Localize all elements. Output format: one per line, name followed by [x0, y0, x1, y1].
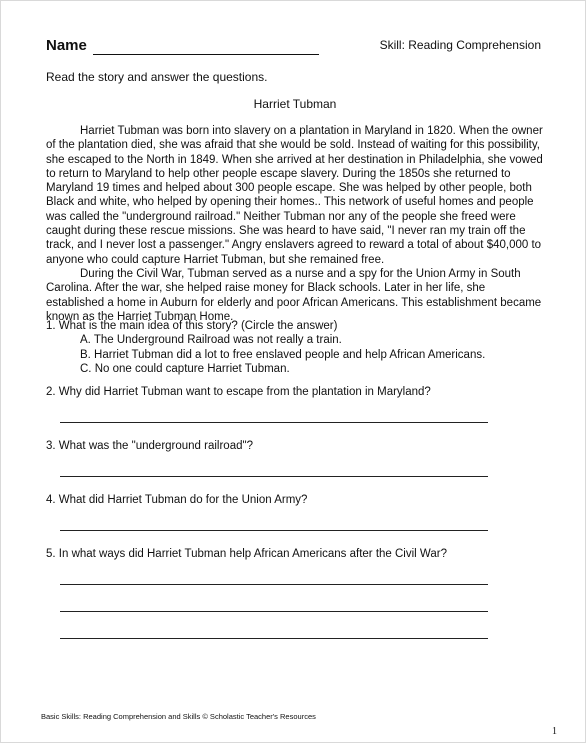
page-number: 1	[552, 726, 557, 737]
question-5-answer-line-3[interactable]	[60, 638, 488, 639]
question-1	[46, 319, 546, 376]
question-1-option-c[interactable]: C. No one could capture Harriet Tubman.	[80, 362, 290, 375]
question-5-text: 5. In what ways did Harriet Tubman help African Americans after the Civil War?	[46, 548, 447, 560]
name-answer-line[interactable]	[93, 40, 319, 55]
question-5-answer-line-1[interactable]	[60, 584, 488, 585]
name-field-row	[46, 37, 319, 55]
question-1-option-b[interactable]: B. Harriet Tubman did a lot to free enslaved people and help African Americans.	[80, 348, 486, 361]
footer-credit: Basic Skills: Reading Comprehension and Skills © Scholastic Teacher's Resources	[41, 712, 316, 721]
story-paragraph-2: During the Civil War, Tubman served as a nurse and a spy for the Union Army in South Carolina. After the war, she helped raise money for Black schools. Later in her life, she established a home in Auburn for elderly and poor African Americans. This establishment became known as the Harriet Tubman Home.	[46, 267, 542, 323]
question-5-answer-line-2[interactable]	[60, 611, 488, 612]
story-body	[46, 124, 546, 324]
question-1-text: 1. What is the main idea of this story? (Circle the answer)	[46, 320, 338, 332]
question-3-text: 3. What was the "underground railroad"?	[46, 440, 253, 452]
instructions: Read the story and answer the questions.	[46, 70, 268, 84]
question-4-text: 4. What did Harriet Tubman do for the Union Army?	[46, 494, 308, 506]
question-3-answer-line[interactable]	[60, 476, 488, 477]
question-4-answer-line[interactable]	[60, 530, 488, 531]
name-label: Name	[46, 37, 87, 54]
question-1-option-a[interactable]: A. The Underground Railroad was not really a train.	[80, 334, 342, 347]
skill-label: Skill: Reading Comprehension	[379, 38, 541, 52]
story-title: Harriet Tubman	[253, 97, 337, 111]
question-2-answer-line[interactable]	[60, 422, 488, 423]
story-paragraph-1: Harriet Tubman was born into slavery on a plantation in Maryland in 1820. When the owner of the plantation died, she was afraid that she would be sold. Instead of waiting for this possibility, she escaped to the North in 1849. When she arrived at her destination in Philadelphia, she vowed to return to Maryland to help other people escape slavery. During the 1850s she returned to Maryland 19 times and helped about 300 people escape. She was helped by other people, both Black and white, who helped by opening their homes.. This network of useful homes and people was called the "underground railroad." Neither Tubman nor any of the people she freed were caught during these rescue missions. She was heard to have said, "I never ran my train off the track, and I never lost a passenger." Angry enslavers agreed to reward a total of about $40,000 to anyone who could capture Harriet Tubman, but she remained free.	[46, 125, 543, 266]
question-2-text: 2. Why did Harriet Tubman want to escape from the plantation in Maryland?	[46, 386, 431, 398]
